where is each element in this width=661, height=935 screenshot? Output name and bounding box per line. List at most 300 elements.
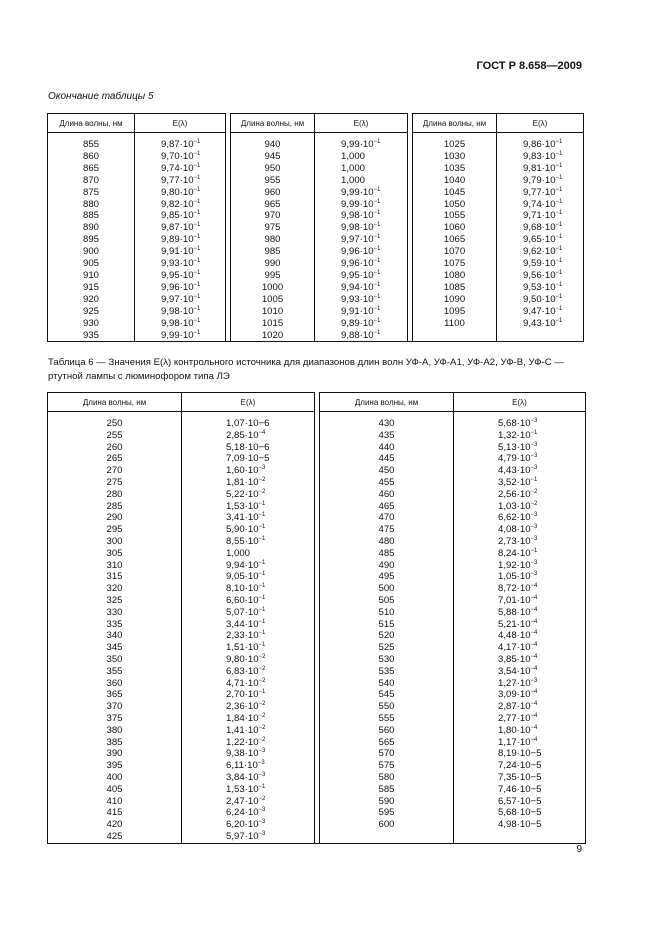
table5-col-wavelength: Длина волны, нм [231,114,315,133]
wavelength-cell [413,222,497,234]
wavelength-cell [231,246,315,258]
value-exponent: −1 [258,500,266,507]
value-cell [454,819,586,831]
wavelength-cell [320,784,454,796]
value-exponent: −2 [530,488,538,495]
wavelength-cell [48,571,182,583]
value-exponent: −3 [258,771,266,778]
value-mantissa: 5,13·10 [498,441,531,453]
wavelength-text: 530 [378,653,395,665]
table-row [48,187,584,199]
value-exponent: −1 [530,476,538,483]
value-mantissa: 6,83·10 [226,665,259,677]
wavelength-cell [320,701,454,713]
value-exponent: −4 [530,736,538,743]
wavelength-text: 1000 [261,281,284,293]
wavelength-cell [413,175,497,187]
wavelength-cell [48,294,135,306]
table-row [48,133,584,151]
wavelength-cell [48,175,135,187]
wavelength-cell [320,489,454,501]
value-exponent: −1 [258,524,266,531]
wavelength-cell [48,583,182,595]
value-mantissa: 1,53·10 [226,500,259,512]
wavelength-text: 1030 [443,150,466,162]
wavelength-text: 1100 [444,317,465,329]
table5-col-value: E(λ) [135,114,226,133]
value-cell [454,512,586,524]
value-mantissa: 5,68·10−5 [498,807,542,819]
table-row [48,330,584,342]
value-cell [497,318,584,330]
value-exponent: −1 [258,783,266,790]
value-mantissa: 9,97·10 [161,293,194,305]
value-mantissa: 3,44·10 [226,618,259,630]
value-mantissa: 9,77·10 [523,186,556,198]
wavelength-cell [48,258,135,270]
value-cell [182,807,315,819]
wavelength-cell [48,560,182,572]
value-mantissa: 6,57·10−5 [498,795,542,807]
table-row [48,318,584,330]
value-mantissa: 4,43·10 [498,465,531,477]
value-exponent: −4 [258,429,266,436]
value-exponent: −1 [193,186,201,193]
value-exponent: −1 [258,630,266,637]
table6-col-value: E(λ) [454,393,586,412]
value-cell [182,512,315,524]
wavelength-text: 1055 [443,210,466,222]
wavelength-text: 325 [106,594,123,606]
value-cell [135,258,226,270]
wavelength-cell [320,760,454,772]
wavelength-text: 990 [264,258,281,270]
wavelength-cell [48,595,182,607]
value-cell [182,748,315,760]
value-exponent: −1 [193,258,201,265]
value-cell [182,678,315,690]
wavelength-text: 925 [82,305,99,317]
value-exponent: −2 [258,665,266,672]
wavelength-text: 960 [264,186,281,198]
value-cell [497,234,584,246]
value-exponent: −1 [555,150,563,157]
value-mantissa: 7,01·10 [498,594,531,606]
table6-col-wavelength: Длина волны, нм [320,393,454,412]
value-mantissa: 2,36·10 [226,701,259,713]
value-mantissa: 1,80·10 [498,724,531,736]
value-mantissa: 9,99·10 [161,329,194,341]
value-mantissa: 9,80·10 [226,653,259,665]
value-cell [497,199,584,211]
value-exponent: −2 [258,701,266,708]
table5-body [48,133,584,342]
wavelength-text: 930 [82,317,99,329]
value-cell [182,477,315,489]
wavelength-text: 885 [82,210,99,222]
table6-col-wavelength: Длина волны, нм [48,393,182,412]
wavelength-cell [48,412,182,430]
wavelength-cell [48,222,135,234]
value-exponent: −1 [555,174,563,181]
value-exponent: −1 [193,222,201,229]
value-cell [454,595,586,607]
wavelength-cell [48,607,182,619]
value-exponent: −1 [258,594,266,601]
table5-caption: Окончание таблицы 5 [48,91,154,102]
value-cell [315,282,408,294]
value-mantissa: 1,51·10 [226,642,259,654]
table6 [47,392,586,844]
value-mantissa: 3,52·10 [498,476,531,488]
value-mantissa: 5,90·10 [226,524,259,536]
wavelength-cell [48,689,182,701]
value-exponent: −1 [193,139,201,145]
wavelength-text: 255 [106,429,123,441]
table-row [48,270,584,282]
document-header: ГОСТ Р 8.658—2009 [476,60,582,72]
value-mantissa: 1,05·10 [498,571,531,583]
value-mantissa: 2,73·10 [498,535,531,547]
value-mantissa: 1,53·10 [226,783,259,795]
wavelength-cell [320,412,454,430]
value-exponent: −1 [555,246,563,253]
value-cell [182,489,315,501]
wavelength-cell [320,725,454,737]
value-cell [135,318,226,330]
wavelength-text: 535 [378,665,395,677]
wavelength-cell [320,678,454,690]
value-mantissa: 1,000 [341,162,366,174]
wavelength-text: 890 [82,222,99,234]
wavelength-cell [48,772,182,784]
wavelength-text: 1075 [443,258,466,270]
wavelength-cell [320,583,454,595]
value-cell [497,163,584,175]
value-exponent: −2 [258,724,266,731]
wavelength-text: 490 [378,559,395,571]
table-row [48,163,584,175]
table-row [48,453,586,465]
wavelength-text: 435 [378,429,395,441]
wavelength-text: 290 [106,512,123,524]
wavelength-cell [48,282,135,294]
wavelength-cell [320,465,454,477]
value-cell [182,819,315,831]
value-exponent: −1 [555,198,563,205]
wavelength-text: 275 [106,476,123,488]
table-row [48,465,586,477]
value-cell [182,737,315,749]
value-exponent: −4 [530,689,538,696]
value-cell [454,725,586,737]
value-cell [135,234,226,246]
value-mantissa: 9,77·10 [161,174,194,186]
wavelength-text: 485 [378,547,395,559]
wavelength-cell [231,282,315,294]
value-exponent: −1 [373,293,381,300]
wavelength-cell [320,560,454,572]
wavelength-text: 390 [106,748,123,760]
wavelength-cell [48,512,182,524]
value-exponent: −1 [258,606,266,613]
table-row [48,536,586,548]
value-mantissa: 2,47·10 [226,795,259,807]
table-row [48,725,586,737]
value-mantissa: 9,95·10 [161,269,194,281]
value-exponent: −4 [530,583,538,590]
wavelength-cell [413,318,497,330]
value-cell [315,210,408,222]
value-cell [315,175,408,187]
value-exponent: −1 [193,210,201,217]
value-mantissa: 9,99·10 [341,198,374,210]
value-cell [497,330,584,342]
value-cell [315,151,408,163]
value-cell [454,654,586,666]
value-exponent: −3 [530,453,538,460]
table6-header-row [48,393,586,412]
wavelength-cell [48,465,182,477]
value-cell [497,222,584,234]
wavelength-cell [320,713,454,725]
value-cell [182,524,315,536]
wavelength-text: 260 [106,441,123,453]
value-cell [454,807,586,819]
wavelength-cell [48,654,182,666]
value-exponent: −2 [258,653,266,660]
wavelength-text: 575 [378,760,395,772]
value-exponent: −3 [530,571,538,578]
wavelength-cell [413,306,497,318]
wavelength-text: 370 [106,701,123,713]
wavelength-text: 555 [378,712,395,724]
value-cell [497,187,584,199]
value-mantissa: 9,53·10 [523,281,556,293]
table-row [48,784,586,796]
wavelength-text: 855 [82,139,99,150]
wavelength-text: 340 [106,630,123,642]
value-exponent: −1 [193,198,201,205]
value-exponent: −1 [555,222,563,229]
value-exponent: −4 [530,630,538,637]
wavelength-text: 505 [378,594,395,606]
wavelength-cell [48,831,182,843]
wavelength-text: 865 [82,162,99,174]
wavelength-text: 895 [82,234,99,246]
table-row [48,654,586,666]
value-exponent: −1 [193,293,201,300]
value-exponent: −2 [258,736,266,743]
wavelength-text: 940 [264,139,281,150]
wavelength-cell [231,306,315,318]
wavelength-cell [48,737,182,749]
table-row [48,571,586,583]
wavelength-cell [48,619,182,631]
wavelength-text: 305 [106,547,123,559]
value-mantissa: 9,56·10 [523,269,556,281]
wavelength-cell [320,524,454,536]
wavelength-text: 565 [378,736,395,748]
value-exponent: −3 [258,465,266,472]
wavelength-cell [320,831,454,843]
value-mantissa: 5,21·10 [498,618,531,630]
wavelength-cell [48,306,135,318]
wavelength-text: 1045 [443,186,466,198]
value-mantissa: 2,77·10 [498,712,531,724]
table-row [48,583,586,595]
value-mantissa: 8,19·10−5 [498,748,542,760]
table-row [48,748,586,760]
wavelength-text: 600 [378,819,395,831]
wavelength-text: 360 [106,677,123,689]
table-row [48,246,584,258]
value-mantissa: 9,47·10 [523,305,556,317]
value-exponent: −1 [193,150,201,157]
table5-col-wavelength: Длина волны, нм [48,114,135,133]
value-exponent: −1 [258,642,266,649]
value-mantissa: 9,88·10 [341,329,374,341]
value-cell [454,477,586,489]
value-exponent: −3 [530,441,538,448]
wavelength-cell [48,210,135,222]
wavelength-text: 550 [378,701,395,713]
wavelength-cell [48,807,182,819]
value-cell [497,151,584,163]
value-exponent: −1 [530,547,538,554]
value-cell [315,294,408,306]
table-row [48,294,584,306]
value-cell [315,199,408,211]
value-cell [497,258,584,270]
table6-body [48,412,586,844]
value-exponent: −1 [373,234,381,241]
value-cell [182,725,315,737]
value-exponent: −1 [555,281,563,288]
value-exponent: −3 [258,748,266,755]
value-exponent: −1 [373,139,381,145]
value-cell [135,270,226,282]
value-cell [182,784,315,796]
value-cell [315,187,408,199]
wavelength-text: 385 [106,736,123,748]
wavelength-cell [231,175,315,187]
wavelength-cell [231,163,315,175]
wavelength-text: 1050 [443,198,466,210]
value-cell [315,163,408,175]
wavelength-text: 510 [378,606,395,618]
value-mantissa: 1,07·10−6 [226,418,270,429]
value-mantissa: 9,98·10 [161,317,194,329]
wavelength-text: 880 [82,198,99,210]
value-exponent: −1 [555,258,563,265]
wavelength-text: 905 [82,258,99,270]
value-cell [315,222,408,234]
value-exponent: −3 [258,807,266,814]
wavelength-text: 315 [106,571,123,583]
value-mantissa: 8,72·10 [498,583,531,595]
value-cell [135,330,226,342]
value-mantissa: 1,03·10 [498,500,531,512]
wavelength-text: 470 [378,512,395,524]
value-mantissa: 7,35·10−5 [498,771,542,783]
wavelength-text: 900 [82,246,99,258]
value-mantissa: 2,70·10 [226,689,259,701]
wavelength-cell [320,501,454,513]
wavelength-cell [48,270,135,282]
value-mantissa: 9,94·10 [226,559,259,571]
value-exponent: −4 [530,724,538,731]
table-row [48,760,586,772]
value-mantissa: 1,41·10 [226,724,259,736]
wavelength-text: 955 [264,174,281,186]
value-mantissa: 2,33·10 [226,630,259,642]
wavelength-cell [48,548,182,560]
value-exponent: −1 [258,689,266,696]
value-mantissa: 5,22·10 [226,488,259,500]
value-mantissa: 9,95·10 [341,269,374,281]
value-mantissa: 9,70·10 [161,150,194,162]
wavelength-cell [231,318,315,330]
value-mantissa: 1,17·10 [498,736,531,748]
value-cell [182,442,315,454]
wavelength-cell [320,512,454,524]
value-cell [454,571,586,583]
value-cell [315,318,408,330]
value-cell [182,412,315,430]
table-row [48,477,586,489]
wavelength-text: 1040 [443,174,466,186]
wavelength-cell [48,318,135,330]
value-cell [454,784,586,796]
value-mantissa: 1,000 [226,547,251,559]
value-mantissa: 3,09·10 [498,689,531,701]
value-mantissa: 9,80·10 [161,186,194,198]
wavelength-cell [413,246,497,258]
value-mantissa: 9,87·10 [161,222,194,234]
value-mantissa: 2,85·10 [226,429,259,441]
value-exponent: −1 [555,162,563,169]
value-exponent: −1 [193,246,201,253]
table5-col-wavelength: Длина волны, нм [413,114,497,133]
value-cell [182,430,315,442]
table-row [48,210,584,222]
wavelength-cell [231,151,315,163]
wavelength-cell [48,796,182,808]
value-mantissa: 9,82·10 [161,198,194,210]
wavelength-cell [48,442,182,454]
wavelength-cell [320,748,454,760]
wavelength-text: 965 [264,198,281,210]
value-exponent: −1 [193,162,201,169]
table-row [48,796,586,808]
wavelength-cell [48,477,182,489]
wavelength-cell [320,807,454,819]
value-mantissa: 5,88·10 [498,606,531,618]
value-exponent: −1 [258,512,266,519]
value-mantissa: 4,08·10 [498,524,531,536]
value-exponent: −1 [258,618,266,625]
table-row [48,642,586,654]
value-mantissa: 9,91·10 [341,305,374,317]
table-row [48,607,586,619]
value-mantissa: 4,17·10 [498,642,531,654]
wavelength-text: 935 [82,329,99,341]
table-row [48,151,584,163]
value-mantissa: 9,86·10 [523,139,556,150]
value-cell [454,430,586,442]
wavelength-cell [48,713,182,725]
